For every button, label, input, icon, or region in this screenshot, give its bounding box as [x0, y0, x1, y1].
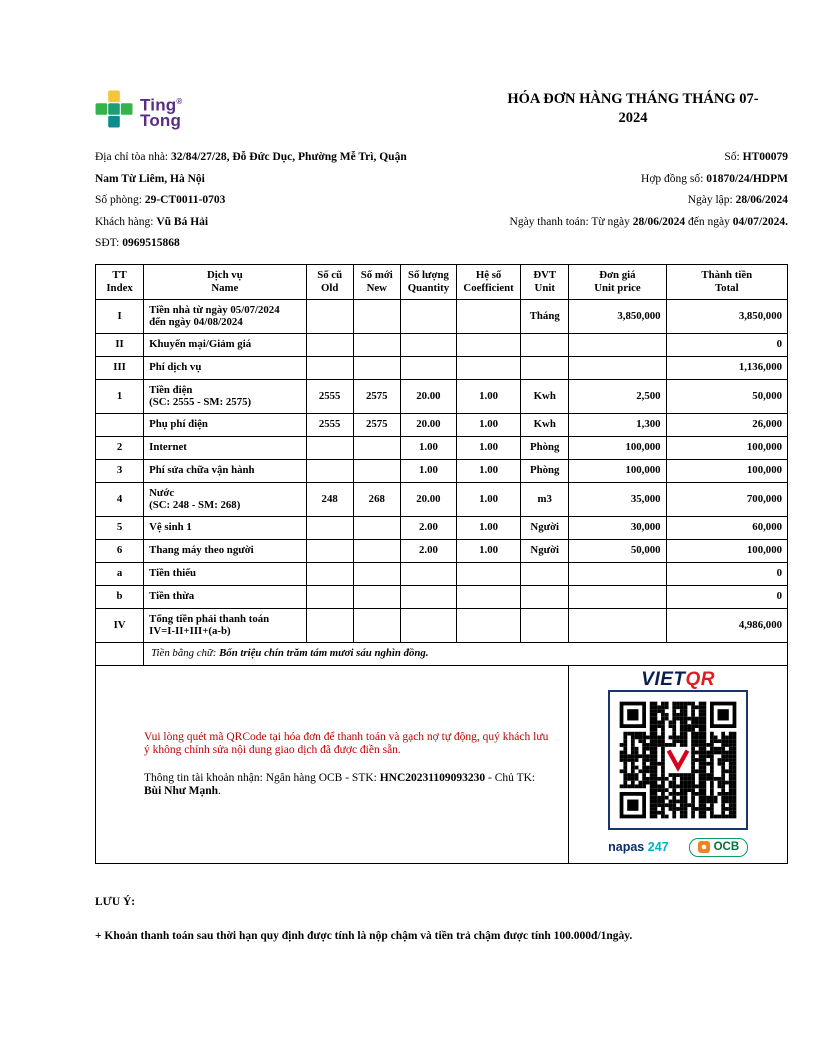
table-cell — [457, 585, 521, 608]
table-cell: IV — [96, 608, 144, 642]
table-cell: Người — [521, 539, 569, 562]
table-cell — [400, 356, 456, 379]
table-cell — [521, 562, 569, 585]
table-row — [96, 585, 788, 608]
table-cell — [353, 539, 400, 562]
table-cell: 100,000 — [666, 539, 787, 562]
title-line2: 2024 — [618, 110, 648, 126]
table-row — [96, 516, 788, 539]
table-cell: 2555 — [306, 413, 353, 436]
table-cell: 5 — [96, 516, 144, 539]
table-cell: 1.00 — [457, 436, 521, 459]
column-header: Thành tiền Total — [666, 264, 787, 299]
info-section — [95, 147, 788, 255]
table-cell: 700,000 — [666, 482, 787, 516]
table-cell — [521, 608, 569, 642]
table-cell: 35,000 — [569, 482, 666, 516]
table-cell: 100,000 — [666, 459, 787, 482]
vietqr-word-qr: QR — [685, 668, 716, 690]
table-cell: 3,850,000 — [666, 299, 787, 333]
table-cell — [353, 608, 400, 642]
logo-line2: Tong — [140, 111, 182, 131]
amount-words-row — [96, 642, 788, 665]
table-cell — [521, 585, 569, 608]
table-cell-empty — [96, 642, 144, 665]
table-cell: 6 — [96, 539, 144, 562]
qr-row — [96, 665, 788, 863]
table-cell: 1,136,000 — [666, 356, 787, 379]
column-header: Dịch vụ Name — [144, 264, 306, 299]
table-cell: 1.00 — [457, 539, 521, 562]
table-cell — [457, 356, 521, 379]
column-header: Số lượng Quantity — [400, 264, 456, 299]
table-cell: Vệ sinh 1 — [144, 516, 306, 539]
logo-wordmark — [140, 94, 182, 130]
table-cell — [400, 562, 456, 585]
table-cell — [400, 333, 456, 356]
column-header: Hệ số Coefficient — [457, 264, 521, 299]
column-header: TT Index — [96, 264, 144, 299]
table-cell — [569, 608, 666, 642]
table-cell — [306, 333, 353, 356]
table-cell: 100,000 — [569, 436, 666, 459]
info-right — [483, 147, 788, 255]
table-cell: 1.00 — [457, 459, 521, 482]
table-cell: 2 — [96, 436, 144, 459]
column-header: Số cũ Old — [306, 264, 353, 299]
table-cell — [306, 516, 353, 539]
note-title: LƯU Ý: — [95, 895, 136, 908]
table-row — [96, 333, 788, 356]
table-cell: b — [96, 585, 144, 608]
logo-line1: Ting — [140, 95, 177, 115]
table-cell: 1.00 — [400, 436, 456, 459]
table-cell — [306, 585, 353, 608]
info-line: Số: HT00079 — [724, 151, 788, 163]
table-cell — [353, 356, 400, 379]
invoice-table-head-row — [96, 264, 788, 299]
table-cell — [569, 585, 666, 608]
table-cell: Internet — [144, 436, 306, 459]
table-row — [96, 299, 788, 333]
table-row — [96, 356, 788, 379]
tingtong-logo — [95, 90, 182, 133]
table-cell: I — [96, 299, 144, 333]
table-cell — [306, 356, 353, 379]
payment-notice: Vui lòng quét mã QRCode tại hóa đơn để thanh toán và gạch nợ tự động, quý khách lưu ý không chỉnh sửa nội dung giao dịch đã được điền sẵn. — [144, 731, 549, 756]
table-cell — [521, 333, 569, 356]
table-cell: 50,000 — [666, 379, 787, 413]
table-cell: Phí dịch vụ — [144, 356, 306, 379]
invoice-table-body — [96, 299, 788, 642]
table-cell: II — [96, 333, 144, 356]
table-cell — [457, 562, 521, 585]
vietqr-logo — [573, 668, 783, 690]
napas-wordmark: napas — [608, 840, 645, 854]
table-cell: Thang máy theo người — [144, 539, 306, 562]
table-cell: Phụ phí điện — [144, 413, 306, 436]
table-cell: 1 — [96, 379, 144, 413]
table-cell — [569, 333, 666, 356]
table-row — [96, 608, 788, 642]
table-cell: m3 — [521, 482, 569, 516]
column-header: Đơn giá Unit price — [569, 264, 666, 299]
table-cell: Tháng — [521, 299, 569, 333]
table-cell: Người — [521, 516, 569, 539]
invoice-title — [478, 90, 788, 128]
table-cell — [400, 299, 456, 333]
table-cell: 20.00 — [400, 482, 456, 516]
table-cell: 4,986,000 — [666, 608, 787, 642]
table-cell: Tiền điện (SC: 2555 - SM: 2575) — [144, 379, 306, 413]
notes-section — [95, 896, 788, 942]
info-line: Ngày thanh toán: Từ ngày 28/06/2024 đến ngày 04/07/2024. — [509, 215, 788, 228]
column-header: ĐVT Unit — [521, 264, 569, 299]
qr-cell — [569, 665, 788, 863]
info-left — [95, 147, 483, 255]
table-cell — [353, 299, 400, 333]
table-cell — [400, 608, 456, 642]
table-cell — [306, 299, 353, 333]
table-cell: 100,000 — [569, 459, 666, 482]
table-cell: Kwh — [521, 379, 569, 413]
info-line: Số phòng: 29-CT0011-0703 — [95, 194, 226, 206]
info-line: SĐT: 0969515868 — [95, 237, 180, 249]
table-row — [96, 436, 788, 459]
table-cell — [306, 436, 353, 459]
table-cell: 0 — [666, 585, 787, 608]
account-info: Thông tin tài khoản nhận: Ngân hàng OCB - STK: HNC20231109093230 - Chủ TK: Bùi Như Mạnh. — [144, 772, 536, 797]
table-cell: 20.00 — [400, 379, 456, 413]
table-cell: 1.00 — [457, 516, 521, 539]
table-cell: Khuyến mại/Giảm giá — [144, 333, 306, 356]
table-row — [96, 379, 788, 413]
table-cell: 2,500 — [569, 379, 666, 413]
table-cell: 30,000 — [569, 516, 666, 539]
table-cell — [353, 333, 400, 356]
table-cell: 3 — [96, 459, 144, 482]
table-cell — [400, 585, 456, 608]
table-cell: 2.00 — [400, 516, 456, 539]
info-line: Nam Từ Liêm, Hà Nội — [95, 172, 205, 185]
table-cell — [521, 356, 569, 379]
table-cell: 1.00 — [457, 413, 521, 436]
note-line: + Khoản thanh toán sau thời hạn quy định được tính là nộp chậm và tiền trả chậm được tính 100.000đ/1ngày. — [95, 929, 633, 942]
table-cell: 2.00 — [400, 539, 456, 562]
payment-logos — [573, 838, 783, 857]
table-cell: 1.00 — [457, 482, 521, 516]
column-header: Số mới New — [353, 264, 400, 299]
table-cell — [306, 608, 353, 642]
table-cell: 3,850,000 — [569, 299, 666, 333]
info-line: Ngày lập: 28/06/2024 — [687, 194, 788, 206]
ocb-icon — [698, 841, 710, 853]
table-row — [96, 482, 788, 516]
vietqr-word-viet: VIET — [641, 668, 686, 690]
napas-247: 247 — [647, 840, 669, 854]
table-cell: 50,000 — [569, 539, 666, 562]
table-cell: 100,000 — [666, 436, 787, 459]
qr-text-cell — [96, 665, 569, 863]
table-cell — [353, 585, 400, 608]
table-cell — [306, 539, 353, 562]
qr-code — [608, 690, 748, 830]
title-line1: HÓA ĐƠN HÀNG THÁNG THÁNG 07- — [507, 91, 759, 107]
table-row — [96, 539, 788, 562]
table-cell: 60,000 — [666, 516, 787, 539]
table-cell — [457, 608, 521, 642]
table-cell — [457, 333, 521, 356]
table-cell: 0 — [666, 333, 787, 356]
table-cell — [306, 459, 353, 482]
table-cell: 4 — [96, 482, 144, 516]
amount-in-words: Tiền bằng chữ: Bốn triệu chín trăm tám mươi sáu nghìn đồng. — [144, 642, 788, 665]
table-cell: 1,300 — [569, 413, 666, 436]
registered-mark: ® — [176, 96, 183, 106]
invoice-table-foot — [96, 642, 788, 863]
table-row — [96, 562, 788, 585]
ocb-wordmark: OCB — [713, 841, 740, 853]
table-cell: 0 — [666, 562, 787, 585]
table-cell: Phòng — [521, 436, 569, 459]
invoice-header — [95, 90, 788, 133]
napas-logo — [608, 841, 668, 854]
table-cell — [353, 436, 400, 459]
table-cell: 2555 — [306, 379, 353, 413]
table-cell: Kwh — [521, 413, 569, 436]
table-cell: III — [96, 356, 144, 379]
info-line: Địa chỉ tòa nhà: 32/84/27/28, Đỗ Đức Dục, Phường Mễ Trì, Quận — [95, 151, 407, 163]
table-cell — [353, 459, 400, 482]
table-cell: Phí sửa chữa vận hành — [144, 459, 306, 482]
table-cell — [569, 356, 666, 379]
table-cell: Phòng — [521, 459, 569, 482]
info-line: Khách hàng: Vũ Bá Hải — [95, 215, 209, 228]
table-cell: Nước (SC: 248 - SM: 268) — [144, 482, 306, 516]
ocb-logo — [689, 838, 749, 857]
table-row — [96, 459, 788, 482]
table-cell: Tiền thừa — [144, 585, 306, 608]
table-row — [96, 413, 788, 436]
info-line: Hợp đồng số: 01870/24/HDPM — [641, 172, 788, 185]
table-cell: Tiền nhà từ ngày 05/07/2024 đến ngày 04/08/2024 — [144, 299, 306, 333]
table-cell — [353, 562, 400, 585]
table-cell: 26,000 — [666, 413, 787, 436]
table-cell — [96, 413, 144, 436]
table-cell: Tổng tiền phải thanh toán IV=I-II+III+(a-b) — [144, 608, 306, 642]
table-cell: 2575 — [353, 413, 400, 436]
tingtong-cross-icon — [95, 90, 133, 133]
invoice-table — [95, 264, 788, 864]
table-cell: Tiền thiếu — [144, 562, 306, 585]
table-cell: 2575 — [353, 379, 400, 413]
table-cell: 268 — [353, 482, 400, 516]
table-cell: 1.00 — [400, 459, 456, 482]
table-cell: 248 — [306, 482, 353, 516]
table-cell: 1.00 — [457, 379, 521, 413]
table-cell — [569, 562, 666, 585]
table-cell — [353, 516, 400, 539]
table-cell — [457, 299, 521, 333]
table-cell — [306, 562, 353, 585]
table-cell: 20.00 — [400, 413, 456, 436]
table-cell: a — [96, 562, 144, 585]
